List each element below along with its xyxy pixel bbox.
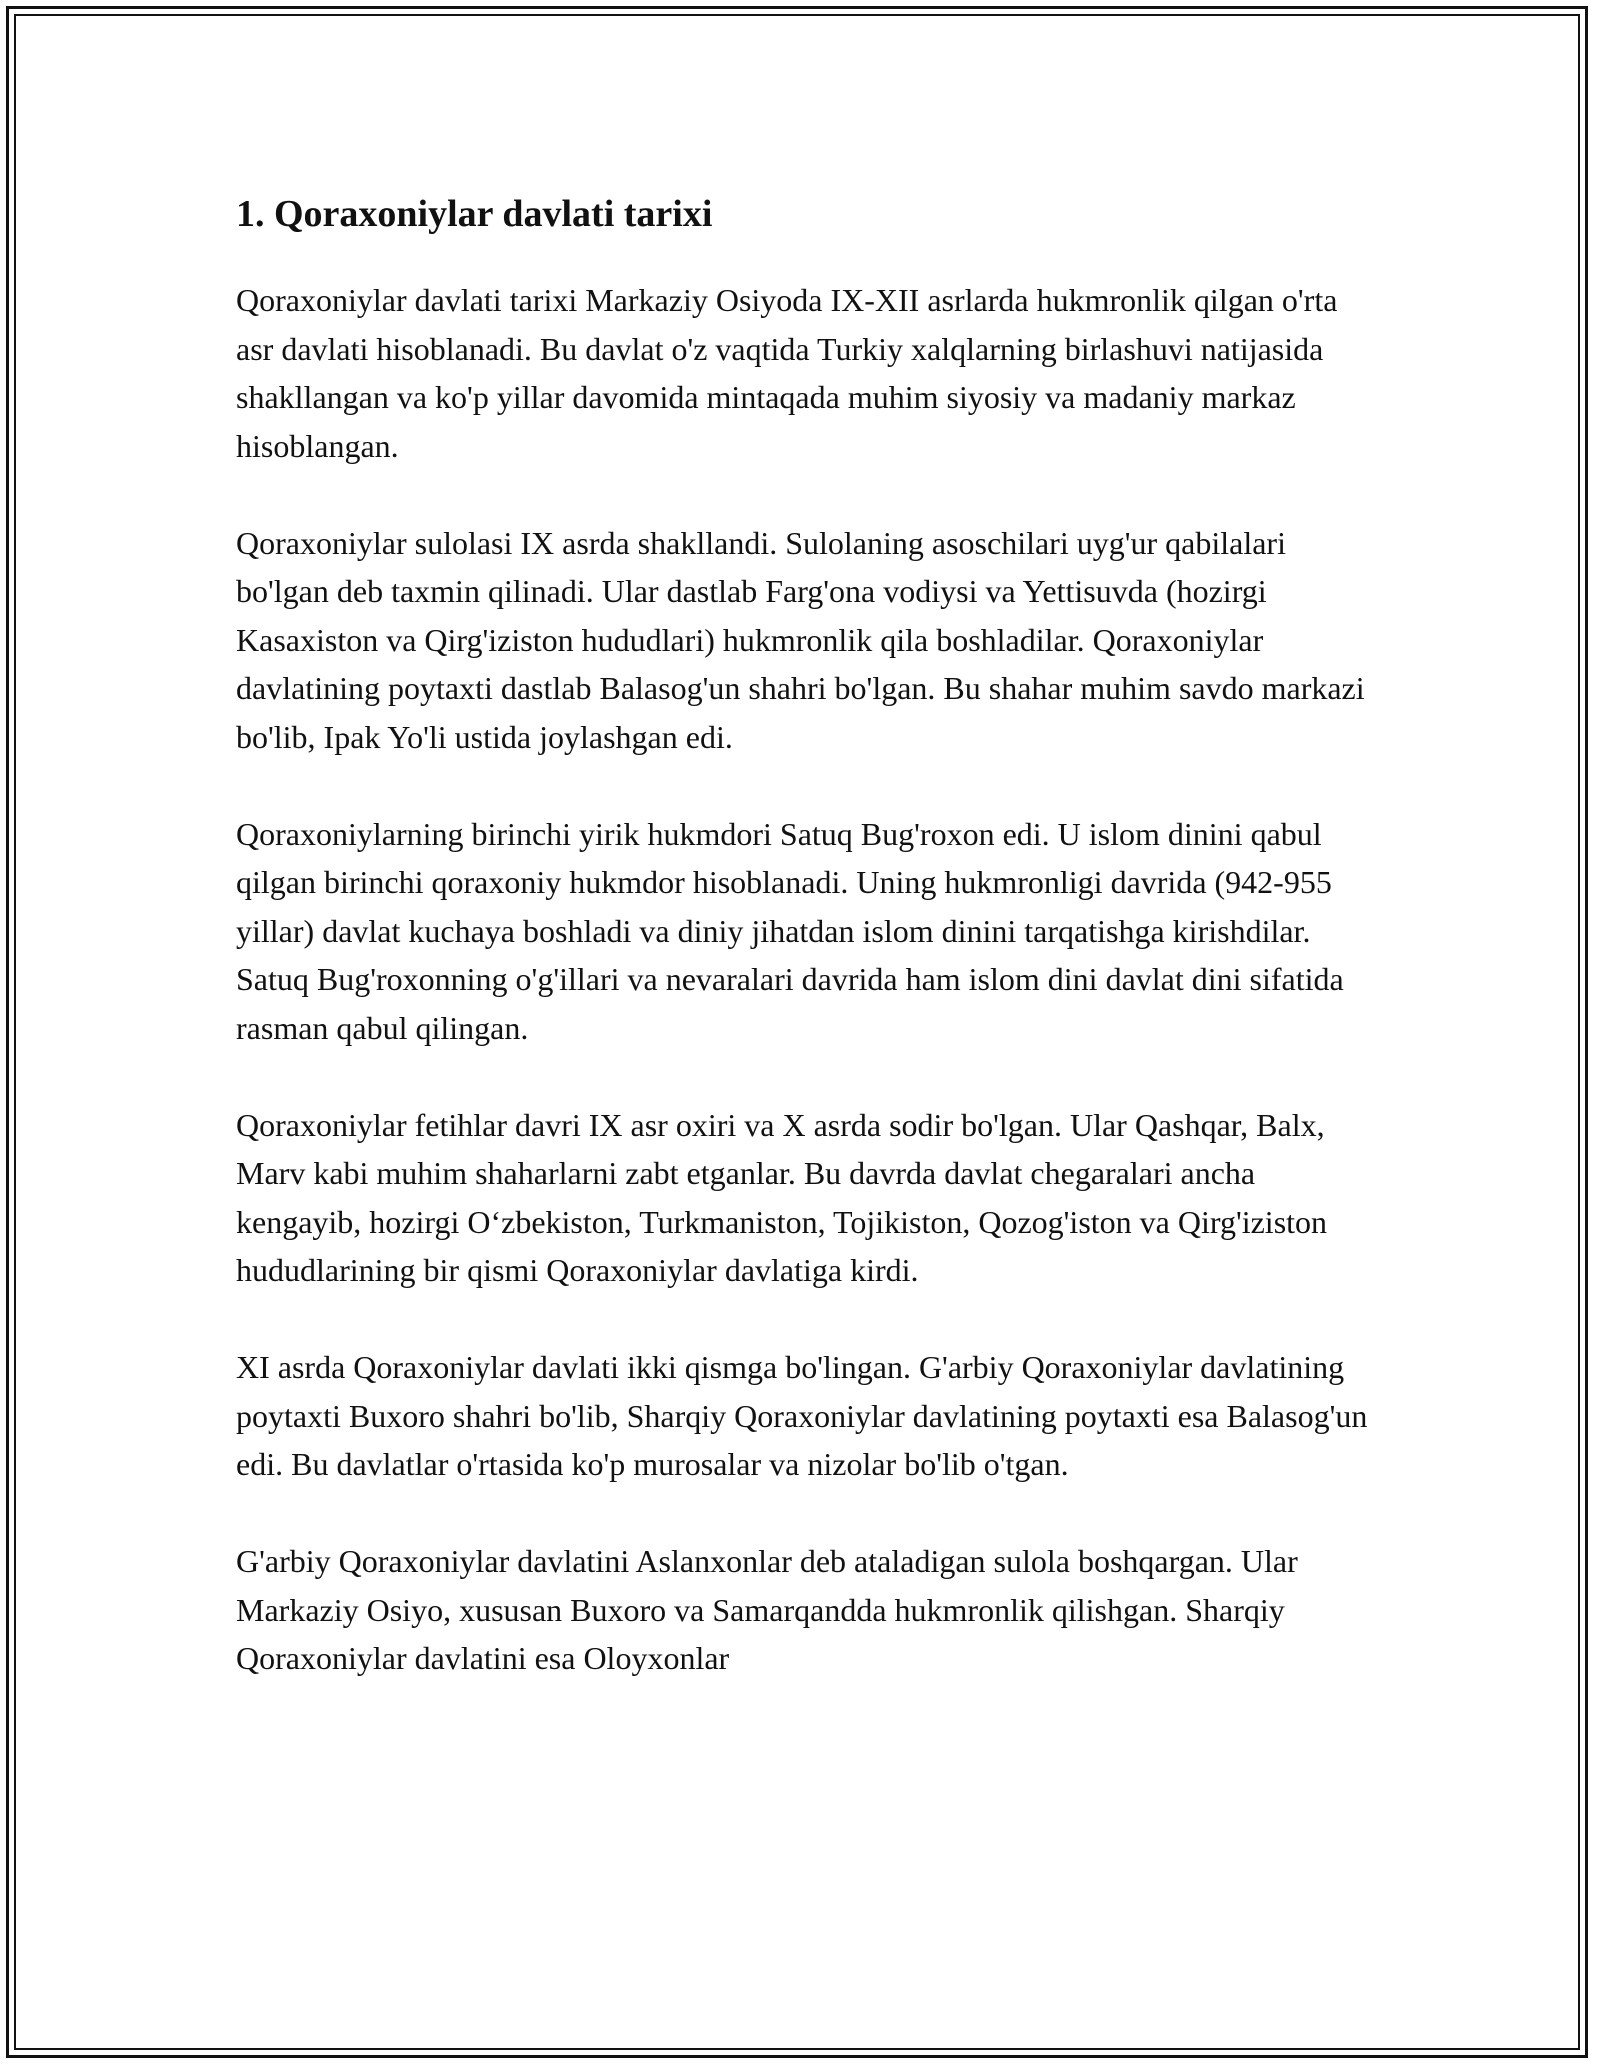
paragraph-6: G'arbiy Qoraxoniylar davlatini Aslanxonlar deb ataladigan sulola boshqargan. Ular Markaziy Osiyo, xususan Buxoro va Samarqandda hukmronlik qilishgan. Sharqiy Qoraxoniylar davlatini esa Oloyxonlar xyxy=(236,1543,1298,1676)
paragraph-2: Qoraxoniylar sulolasi IX asrda shakllandi. Sulolaning asoschilari uyg'ur qabilalari bo'lgan deb taxmin qilinadi. Ular dastlab Farg'ona vodiysi va Yettisuvda (hozirgi Kasaxiston va Qirg'iziston hududlari) hukmronlik qila boshladilar. Qoraxoniylar davlatining poytaxti dastlab Balasog'un shahri bo'lgan. Bu shahar muhim savdo markazi bo'lib, Ipak Yo'li ustida joylashgan edi. xyxy=(236,524,1365,755)
document-body xyxy=(236,186,1376,1731)
paragraph-5: XI asrda Qoraxoniylar davlati ikki qismga bo'lingan. G'arbiy Qoraxoniylar davlatining poytaxti Buxoro shahri bo'lib, Sharqiy Qoraxoniylar davlatining poytaxti esa Balasog'un edi. Bu davlatlar o'rtasida ko'p murosalar va nizolar bo'lib o'tgan. xyxy=(236,1349,1368,1482)
page-title: 1. Qoraxoniylar davlati tarixi xyxy=(236,193,713,235)
paragraph-1: Qoraxoniylar davlati tarixi Markaziy Osiyoda IX-XII asrlarda hukmronlik qilgan o'rta asr davlati hisoblanadi. Bu davlat o'z vaqtida Turkiy xalqlarning birlashuvi natijasida shakllangan va ko'p yillar davomida mintaqada muhim siyosiy va madaniy markaz hisoblangan. xyxy=(236,282,1338,464)
paragraph-3: Qoraxoniylarning birinchi yirik hukmdori Satuq Bug'roxon edi. U islom dinini qabul qilgan birinchi qoraxoniy hukmdor hisoblanadi. Uning hukmronligi davrida (942-955 yillar) davlat kuchaya boshladi va diniy jihatdan islom dinini tarqatishga kirishdilar. Satuq Bug'roxonning o'g'illari va nevaralari davrida ham islom dini davlat dini sifatida rasman qabul qilingan. xyxy=(236,815,1344,1046)
paragraph-4: Qoraxoniylar fetihlar davri IX asr oxiri va X asrda sodir bo'lgan. Ular Qashqar, Balx, Marv kabi muhim shaharlarni zabt etganlar. Bu davrda davlat chegaralari ancha kengayib, hozirgi O‘zbekiston, Turkmaniston, Tojikiston, Qozog'iston va Qirg'iziston hududlarining bir qismi Qoraxoniylar davlatiga kirdi. xyxy=(236,1106,1328,1288)
